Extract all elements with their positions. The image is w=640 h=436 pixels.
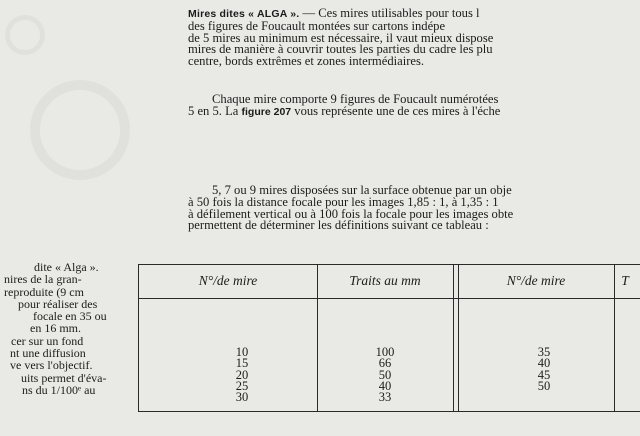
bleed-through-circle	[30, 80, 130, 180]
paragraph-line	[188, 103, 501, 119]
table-cell: 33	[378, 390, 392, 405]
paragraph-line-text: — Ces mires utilisables pour tous l	[299, 6, 480, 20]
paragraph-line-text: 5 en 5. La	[188, 103, 242, 118]
header-rule	[139, 298, 640, 299]
caption-line: dite « Alga ».	[34, 260, 99, 274]
header-lines-per-mm: Traits au mm	[349, 273, 421, 288]
column-lines-per-mm	[317, 347, 453, 403]
figure-reference: figure 207	[241, 105, 292, 118]
table-cell: 15	[235, 356, 249, 371]
table-cell: 40	[537, 356, 551, 371]
header-mire-number: N°/de mire	[198, 273, 258, 288]
table-cell: 50	[378, 367, 392, 382]
table-cell: 35	[537, 345, 551, 359]
paragraph-line: des figures de Foucault montées sur cartons indépe	[188, 18, 446, 33]
paragraph-line: mires de manière à couvrir toutes les parties du cadre les plu	[188, 42, 493, 57]
caption-line: ns du 1/100ᵉ au	[22, 382, 96, 397]
figure-caption	[0, 261, 107, 396]
table-cell: 30	[235, 390, 249, 405]
paragraph-definitions	[188, 185, 513, 232]
paragraph-alga-intro	[188, 8, 493, 68]
paragraph-line: à défilement vertical ou à 100 fois la focale pour les images obte	[188, 206, 514, 221]
table-cell: 66	[378, 356, 392, 371]
caption-line: pour réaliser des	[18, 296, 98, 311]
table-cell: 100	[375, 345, 395, 359]
bleed-through-circle-small	[5, 15, 45, 55]
paragraph-mire-figures	[188, 94, 500, 119]
paragraph-line: à 50 fois la distance focale pour les images 1,85 : 1, à 1,35 : 1	[188, 194, 499, 209]
caption-line: cer sur un fond	[11, 333, 84, 348]
table-cell: 10	[235, 345, 249, 359]
column-divider-double	[453, 265, 454, 411]
caption-line: focale en 35 ou	[33, 309, 107, 324]
paragraph-line: permettent de déterminer les définitions suivant ce tableau :	[188, 218, 489, 233]
paragraph-line: 5, 7 ou 9 mires disposées sur la surface obtenue par un obje	[212, 183, 512, 197]
caption-line: uits permet d'éva-	[21, 370, 107, 385]
table-cell: 25	[235, 378, 249, 393]
table-cell: 20	[235, 367, 249, 382]
table-cell: 40	[378, 378, 392, 393]
paragraph-line: Chaque mire comporte 9 figures de Foucault numérotées	[212, 92, 499, 106]
header-mire-number-2: N°/de mire	[506, 273, 566, 288]
column-mire-numbers-2	[458, 347, 630, 392]
header-truncated: T	[621, 273, 629, 288]
paragraph-line: centre, bords extrêmes et zones intermédiaires.	[188, 54, 425, 69]
paragraph-line-text: vous représente une de ces mires à l'éche	[291, 103, 501, 118]
column-mire-numbers	[139, 347, 345, 403]
caption-line: nires de la gran-	[4, 272, 82, 287]
table-cell: 45	[537, 367, 551, 382]
definition-table	[138, 264, 640, 412]
paragraph-line: de 5 mires au minimum est nécessaire, il vaut mieux dispose	[188, 30, 494, 45]
caption-line: reproduite (9 cm	[4, 284, 84, 299]
table-cell: 50	[537, 378, 551, 393]
caption-line: ve vers l'objectif.	[10, 358, 93, 373]
caption-line: nt une diffusion	[10, 346, 86, 361]
paragraph-lead-title: Mires dites « ALGA ».	[188, 8, 300, 20]
caption-line: en 16 mm.	[30, 321, 81, 336]
